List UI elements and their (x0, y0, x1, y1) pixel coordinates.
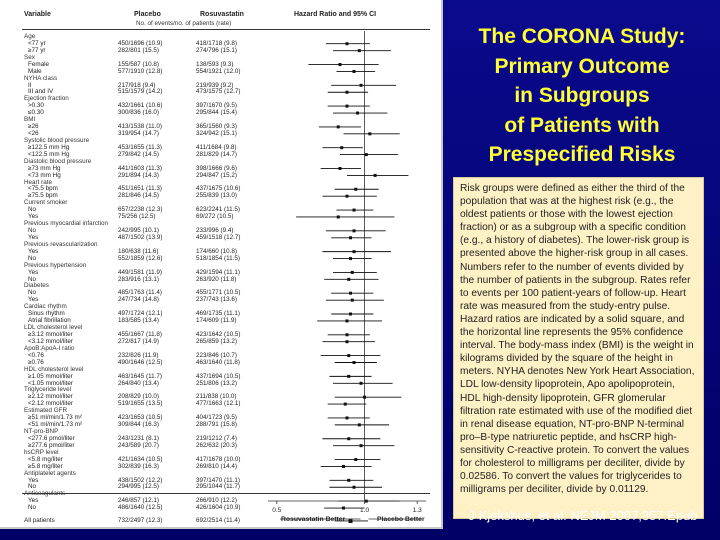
bottom-rule (22, 493, 430, 494)
placebo-value: 309/844 (16.3) (118, 421, 159, 429)
hazard-ratio-marker (347, 479, 350, 482)
placebo-value: 264/840 (13.4) (118, 379, 159, 387)
hazard-ratio-marker (346, 333, 349, 336)
row-label: <26 (28, 130, 39, 138)
hazard-ratio-marker (349, 313, 352, 316)
rosuvastatin-value: 255/839 (13.0) (196, 192, 237, 200)
placebo-value: 432/1661 (10.6) (118, 102, 163, 110)
placebo-value: 217/918 (9.4) (118, 81, 156, 89)
rosuvastatin-value: 174/609 (11.9) (196, 317, 237, 325)
row-label: III and IV (28, 88, 54, 96)
rosuvastatin-value: 692/2514 (11.4) (196, 517, 240, 525)
rosuvastatin-value: 174/660 (10.8) (196, 247, 237, 255)
x-tick-label: 0.5 (272, 507, 282, 514)
rosuvastatin-value: 365/1560 (9.3) (196, 123, 237, 131)
row-label: ≥73 mm Hg (28, 164, 61, 172)
placebo-value: 282/801 (15.5) (118, 46, 159, 54)
row-label: BMI (24, 116, 36, 124)
rosuvastatin-value: 262/632 (20.3) (196, 441, 237, 449)
rosuvastatin-value: 397/1470 (11.1) (196, 476, 240, 484)
hazard-ratio-marker (351, 299, 354, 302)
row-label: Systolic blood pressure (24, 136, 90, 144)
title-line: in Subgroups (514, 84, 650, 107)
row-label: ≥0.76 (28, 358, 44, 366)
placebo-column-header: Placebo (134, 11, 161, 18)
hazard-ratio-marker (349, 236, 352, 239)
variable-column-header: Variable (24, 11, 51, 18)
row-label: <73 mm Hg (28, 171, 61, 179)
row-label: <75.5 bpm (28, 185, 58, 193)
hazard-ratio-marker (360, 444, 363, 447)
row-label: Previous hypertension (24, 261, 87, 269)
row-label: Yes (28, 268, 39, 276)
row-label: Male (28, 67, 42, 75)
row-label: Yes (28, 497, 39, 505)
placebo-value: 283/916 (13.1) (118, 275, 159, 283)
hazard-ratio-marker (354, 188, 357, 191)
hazard-ratio-marker (360, 84, 363, 87)
placebo-value: 302/839 (16.3) (118, 462, 159, 470)
hazard-ratio-marker (356, 112, 359, 115)
row-label: No (28, 227, 37, 235)
row-label: <1.05 mmol/liter (28, 379, 73, 387)
row-label: Estimated GFR (24, 407, 68, 415)
hazard-ratio-marker (346, 319, 349, 322)
rosuvastatin-value: 69/272 (10.5) (196, 213, 234, 221)
hazard-ratio-marker (347, 375, 350, 378)
hazard-ratio-marker (353, 70, 356, 73)
rosuvastatin-value: 211/838 (10.0) (196, 393, 237, 401)
hazard-ratio-marker (337, 215, 340, 218)
hazard-ratio-marker (346, 42, 349, 45)
rosuvastatin-value: 265/859 (13.2) (196, 337, 237, 345)
hazard-ratio-marker (358, 49, 361, 52)
row-label: ≥122.5 mm Hg (28, 143, 70, 151)
rosuvastatin-value: 274/796 (15.1) (196, 46, 237, 54)
rosuvastatin-value: 288/791 (15.8) (196, 421, 237, 429)
hazard-ratio-marker (374, 174, 377, 177)
title-line: Prespecified Risks (488, 143, 676, 166)
row-label: No (28, 206, 37, 214)
hazard-ratio-column-header: Hazard Ratio and 95% CI (294, 11, 377, 18)
hazard-ratio-marker (346, 195, 349, 198)
row-label: Age (24, 33, 36, 40)
placebo-value: 487/1502 (13.9) (118, 233, 163, 241)
rosuvastatin-value: 411/1684 (9.8) (196, 143, 237, 151)
row-label: NT-pro-BNP (24, 428, 59, 435)
rosuvastatin-value: 463/1640 (11.8) (196, 358, 240, 366)
placebo-value: 294/995 (12.5) (118, 483, 159, 491)
placebo-value: 449/1581 (11.9) (118, 268, 162, 276)
rosuvastatin-value: 477/1663 (12.1) (196, 400, 241, 408)
placebo-value: 413/1538 (11.0) (118, 123, 162, 131)
placebo-value: 75/256 (12.5) (118, 213, 156, 221)
row-label: Yes (28, 247, 39, 255)
row-label: <3.12 mmol/liter (28, 337, 73, 345)
row-label: ≥5.8 mg/liter (28, 462, 63, 470)
hazard-ratio-marker (349, 257, 352, 260)
rosuvastatin-value: 138/593 (9.3) (196, 60, 234, 68)
row-label: <0.76 (28, 351, 44, 359)
rosuvastatin-value: 263/920 (11.8) (196, 275, 237, 283)
row-label: Current smoker (24, 199, 68, 207)
hazard-ratio-marker (344, 403, 347, 406)
row-label: Yes (28, 296, 39, 304)
citation: J Kjekshus, et al. NEJM 2007;357:Epub (468, 508, 698, 523)
hazard-ratio-marker (363, 396, 366, 399)
row-label: ≥77 yr (28, 46, 46, 54)
rosuvastatin-value: 237/743 (13.6) (196, 296, 237, 304)
row-label: Diabetes (24, 282, 49, 290)
placebo-value: 577/1910 (12.8) (118, 67, 163, 75)
slide-title (452, 22, 712, 170)
hazard-ratio-marker (347, 437, 350, 440)
placebo-value: 247/734 (14.8) (118, 296, 159, 304)
placebo-value: 232/826 (11.9) (118, 351, 159, 359)
rosuvastatin-value: 281/829 (14.7) (196, 150, 237, 158)
placebo-value: 657/2238 (12.3) (118, 206, 163, 214)
row-label: LDL cholesterol level (24, 324, 83, 332)
rosuvastatin-value: 398/1666 (9.6) (196, 164, 237, 172)
placebo-value: 732/2497 (12.3) (118, 517, 163, 525)
row-label: <77 yr (28, 39, 46, 47)
hazard-ratio-marker (338, 63, 341, 66)
row-label: hsCRP level (24, 448, 59, 456)
events-subheader: No. of events/no. of patients (rate) (136, 20, 232, 27)
row-label: Yes (28, 233, 39, 241)
rosuvastatin-value: 418/1718 (9.8) (196, 39, 237, 47)
row-label: HDL cholesterol level (24, 365, 84, 373)
rosuvastatin-column-header: Rosuvastatin (200, 11, 244, 18)
rosuvastatin-value: 423/1642 (10.5) (196, 330, 241, 338)
rosuvastatin-value: 219/939 (9.2) (196, 81, 234, 89)
row-label: II (28, 81, 32, 89)
hazard-ratio-marker (342, 507, 345, 510)
placebo-value: 246/857 (12.1) (118, 497, 159, 505)
row-label: <2.12 mmol/liter (28, 400, 73, 408)
hazard-ratio-marker (347, 354, 350, 357)
hazard-ratio-marker (358, 423, 361, 426)
placebo-value: 183/585 (13.4) (118, 317, 159, 325)
placebo-value: 300/836 (16.0) (118, 109, 159, 117)
placebo-value: 281/846 (14.5) (118, 192, 159, 200)
placebo-value: 441/1603 (11.3) (118, 164, 162, 172)
row-label: Yes (28, 213, 39, 221)
row-label: ≥26 (28, 123, 39, 131)
hazard-ratio-marker (351, 271, 354, 274)
hazard-ratio-marker (337, 125, 340, 128)
rosuvastatin-value: 518/1854 (11.5) (196, 254, 240, 262)
hazard-ratio-marker (349, 519, 353, 523)
rosuvastatin-value: 404/1723 (9.5) (196, 414, 237, 422)
rosuvastatin-value: 473/1575 (12.7) (196, 88, 241, 96)
row-label: Female (28, 60, 49, 68)
rosuvastatin-value: 437/1675 (10.6) (196, 185, 241, 193)
rosuvastatin-value: 324/942 (15.1) (196, 130, 237, 138)
row-label: Sex (24, 53, 35, 61)
row-label: ≥3.12 mmol/liter (28, 330, 73, 338)
placebo-value: 438/1502 (12.2) (118, 476, 163, 484)
rosuvastatin-value: 455/1771 (10.5) (196, 289, 241, 297)
rosuvastatin-value: 233/996 (9.4) (196, 227, 234, 235)
methods-note: Risk groups were defined as either the third of the population that was at the highest risk (e.g., the oldest patients or those with the lowest ejection fraction) or as a subgroup with a specific condition (e.g., a history of diabetes). The lower-risk group is presented above the higher-risk group in all cases. Numbers refer to the number of events divided by the number of patients in the subgroup. Rates refer to events per 100 patient-years of follow-up. Heart rate was measured from the study-entry pulse. Hazard ratios are indicated by a solid square, and the horizontal line represents the 95% confidence interval. The body-mass index (BMI) is the weight in kilograms divided by the square of the height in meters. NYHA denotes New York Heart Association, LDL low-density lipoprotein, Apo apolipoprotein, HDL high-density lipoprotein, GFR glomerular filtration rate estimated with use of the modified diet in renal disease equation, NT-pro-BNP N-terminal pro–B-type natriuretic peptide, and hsCRP high-sensitivity C-reactive protein. To convert the values for cholesterol to milligrams per deciliter, divide by 0.02586. To convert the values for triglycerides to milligrams per deciliter, divide by 0.01129. (453, 177, 704, 519)
hazard-ratio-marker (360, 382, 363, 385)
placebo-value: 515/1579 (14.2) (118, 88, 163, 96)
rosuvastatin-value: 429/1594 (11.1) (196, 268, 240, 276)
row-label: No (28, 483, 37, 491)
placebo-value: 451/1651 (11.3) (118, 185, 162, 193)
rosuvastatin-better-label: Rosuvastatin Better (281, 516, 346, 523)
placebo-value: 497/1724 (12.1) (118, 310, 163, 318)
row-label: No (28, 275, 37, 283)
rosuvastatin-value: 295/1044 (11.7) (196, 483, 240, 491)
placebo-value: 243/589 (20.7) (118, 441, 159, 449)
row-label: Previous myocardial infarction (24, 220, 108, 228)
rosuvastatin-value: 459/1518 (12.7) (196, 233, 241, 241)
row-label: <5.8 mg/liter (28, 455, 63, 463)
row-label: Yes (28, 476, 39, 484)
placebo-value: 272/817 (14.9) (118, 337, 159, 345)
hazard-ratio-marker (342, 465, 345, 468)
title-line: The CORONA Study: (478, 25, 686, 48)
rosuvastatin-value: 266/910 (12.2) (196, 497, 237, 505)
placebo-value: 463/1645 (11.7) (118, 372, 162, 380)
row-label: NYHA class (24, 74, 58, 82)
placebo-value: 486/1640 (12.5) (118, 504, 163, 512)
hazard-ratio-marker (353, 250, 356, 253)
rosuvastatin-value: 437/1694 (10.5) (196, 372, 241, 380)
hazard-ratio-marker (368, 132, 371, 135)
rosuvastatin-value: 417/1678 (10.0) (196, 455, 241, 463)
hazard-ratio-marker (340, 146, 343, 149)
row-label: <277.6 pmol/liter (28, 434, 75, 442)
rosuvastatin-value: 426/1604 (10.9) (196, 504, 241, 512)
hazard-ratio-marker (347, 278, 350, 281)
row-label: Diastolic blood pressure (24, 157, 92, 165)
row-label: Triglyceride level (24, 386, 72, 394)
title-line: of Patients with (504, 113, 660, 137)
row-label: >0.30 (28, 102, 44, 110)
row-label: Ejection fraction (24, 95, 69, 103)
hazard-ratio-marker (338, 167, 341, 170)
placebo-value: 552/1859 (12.6) (118, 254, 163, 262)
placebo-better-label: Placebo Better (377, 516, 425, 523)
rosuvastatin-value: 295/844 (15.4) (196, 109, 237, 117)
rosuvastatin-value: 219/1212 (7.4) (196, 434, 237, 442)
hazard-ratio-marker (353, 229, 356, 232)
row-label: No (28, 254, 37, 262)
row-label: ≥51 ml/min/1.73 m² (28, 414, 82, 422)
placebo-value: 291/894 (14.3) (118, 171, 159, 179)
row-label: <122.5 mm Hg (28, 150, 70, 158)
placebo-value: 450/1696 (10.9) (118, 39, 163, 47)
row-label: Cardiac rhythm (24, 303, 67, 311)
row-label: All patients (24, 517, 55, 525)
placebo-value: 243/1231 (8.1) (118, 434, 159, 442)
hazard-ratio-marker (365, 153, 368, 156)
placebo-value: 490/1646 (12.5) (118, 358, 163, 366)
hazard-ratio-marker (346, 91, 349, 94)
hazard-ratio-marker (354, 458, 357, 461)
row-label: ≥75.5 bpm (28, 192, 58, 200)
placebo-value: 453/1655 (11.3) (118, 143, 162, 151)
rosuvastatin-value: 269/810 (14.4) (196, 462, 237, 470)
hazard-ratio-marker (353, 486, 356, 489)
hazard-ratio-marker (346, 105, 349, 108)
row-label: ≥2.12 mmol/liter (28, 393, 73, 401)
placebo-value: 279/842 (14.5) (118, 150, 159, 158)
row-label: No (28, 289, 37, 297)
rosuvastatin-value: 623/2241 (11.5) (196, 206, 240, 214)
rosuvastatin-value: 294/847 (15.2) (196, 171, 237, 179)
placebo-value: 519/1655 (13.5) (118, 400, 163, 408)
rosuvastatin-value: 223/846 (10.7) (196, 351, 237, 359)
x-tick-label: 1.0 (360, 507, 370, 514)
row-label: Heart rate (24, 178, 52, 186)
placebo-value: 208/829 (10.0) (118, 393, 159, 401)
rosuvastatin-value: 554/1921 (12.0) (196, 67, 241, 75)
placebo-value: 485/1763 (11.4) (118, 289, 162, 297)
placebo-value: 319/954 (14.7) (118, 130, 159, 138)
row-label: ApoB:ApoA-I ratio (24, 344, 75, 352)
placebo-value: 455/1667 (11.8) (118, 330, 162, 338)
placebo-value: 180/638 (11.6) (118, 247, 159, 255)
row-label: Sinus rhythm (28, 310, 65, 318)
rosuvastatin-value: 469/1735 (11.1) (196, 310, 240, 318)
rosuvastatin-value: 397/1670 (9.5) (196, 102, 237, 110)
hazard-ratio-marker (353, 361, 356, 364)
row-label: Antiplatelet agents (24, 469, 76, 477)
placebo-value: 421/1634 (10.5) (118, 455, 163, 463)
row-label: Atrial fibrillation (28, 317, 71, 325)
rosuvastatin-value: 251/806 (13.2) (196, 379, 237, 387)
row-label: Previous revascularization (24, 240, 98, 248)
row-label: <51 ml/min/1.73 m² (28, 421, 83, 429)
row-label: ≥277.6 pmol/liter (28, 441, 75, 449)
hazard-ratio-marker (353, 209, 356, 212)
row-label: No (28, 504, 37, 512)
row-label: ≤0.30 (28, 109, 44, 117)
placebo-value: 242/995 (10.1) (118, 227, 159, 235)
hazard-ratio-marker (346, 416, 349, 419)
x-tick-label: 1.3 (412, 507, 422, 514)
hazard-ratio-marker (349, 292, 352, 295)
placebo-value: 423/1653 (10.5) (118, 414, 163, 422)
row-label: ≥1.05 mmol/liter (28, 372, 73, 380)
hazard-ratio-marker (346, 340, 349, 343)
placebo-value: 155/587 (10.8) (118, 60, 159, 68)
title-line: Primary Outcome (494, 54, 670, 78)
